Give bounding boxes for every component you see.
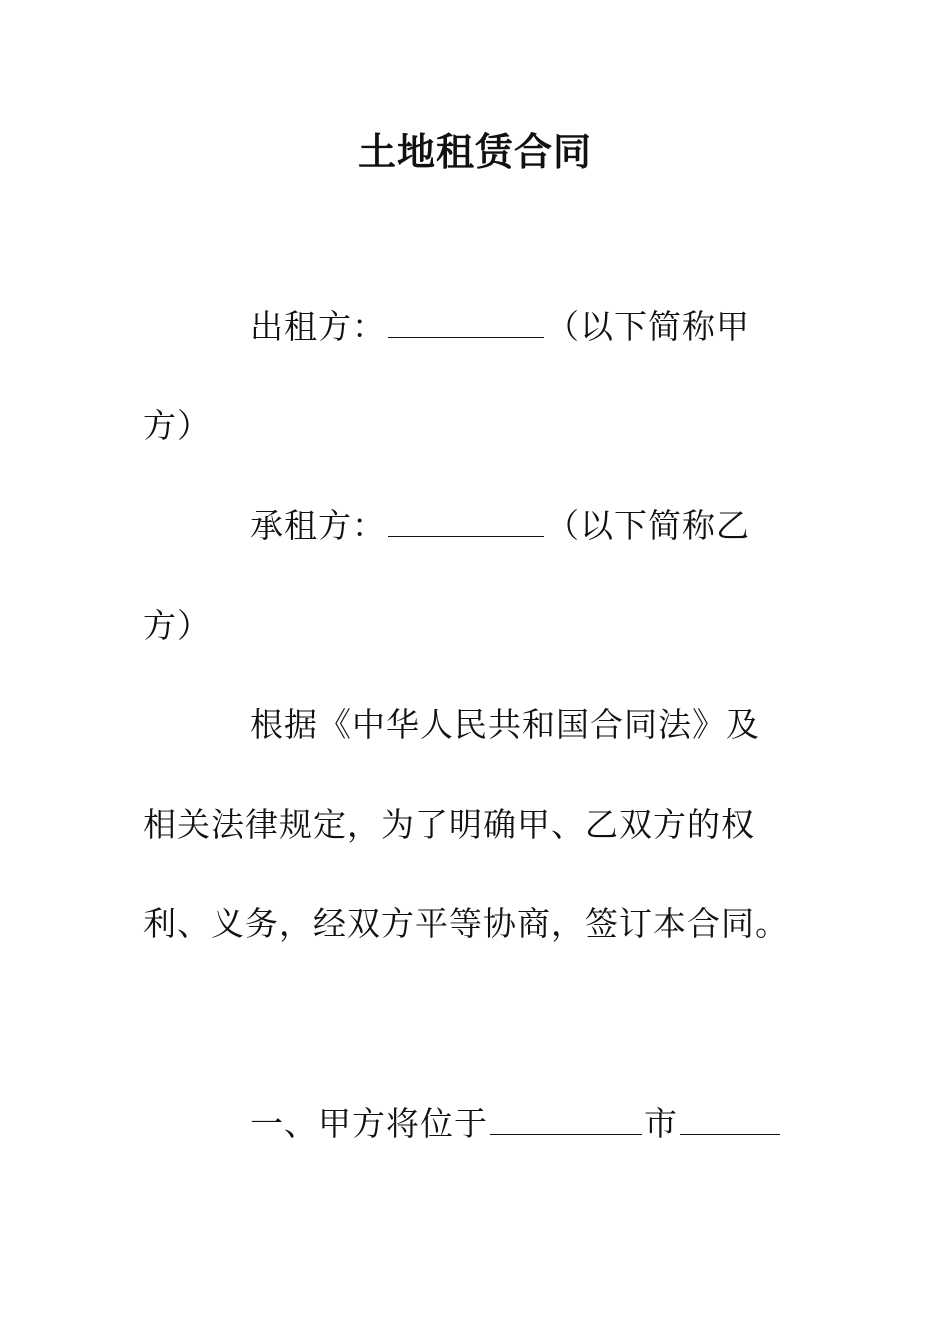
lessor-suffix: （以下简称甲 (546, 307, 750, 346)
lessee-continuation: 方） (143, 606, 211, 645)
lessor-label: 出租方： (250, 307, 386, 346)
district-blank (680, 1104, 780, 1135)
lessor-line (250, 305, 750, 349)
preamble-line-2: 相关法律规定，为了明确甲、乙双方的权 (143, 805, 755, 844)
document-title: 土地租赁合同 (357, 130, 592, 174)
lessor-continuation: 方） (143, 406, 211, 445)
clause-1-line (250, 1102, 782, 1146)
preamble-line-3: 利、义务，经双方平等协商，签订本合同。 (143, 904, 789, 943)
lessee-blank (388, 506, 544, 537)
lessee-label: 承租方： (250, 506, 386, 545)
preamble-line-1: 根据《中华人民共和国合同法》及 (250, 705, 760, 744)
clause-1-prefix: 一、甲方将位于 (250, 1104, 488, 1143)
location-blank (490, 1104, 642, 1135)
lessor-blank (388, 307, 544, 338)
lessee-suffix: （以下简称乙 (546, 506, 750, 545)
clause-1-city: 市 (644, 1104, 678, 1143)
lessee-line (250, 504, 750, 548)
